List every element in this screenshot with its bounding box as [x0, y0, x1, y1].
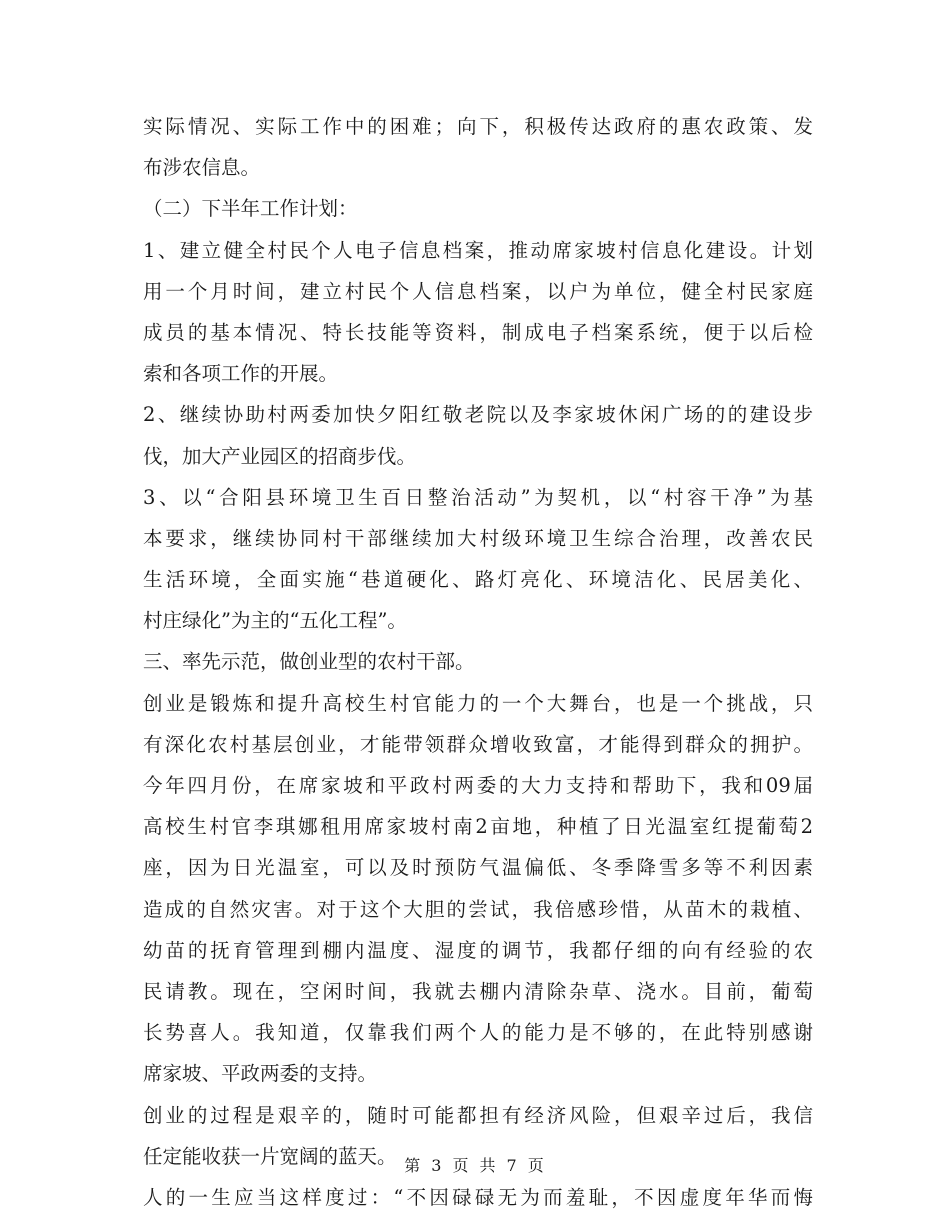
page-footer — [0, 1153, 950, 1176]
text-line: 本要求，继续协同村干部继续加大村级环境卫生综合治理，改善农民 — [143, 526, 813, 550]
text-line: 今年四月份，在席家坡和平政村两委的大力支持和帮助下，我和09届 — [143, 774, 813, 797]
text-line: 高校生村官李琪娜租用席家坡村南2亩地，种植了日光温室红提葡萄2 — [143, 815, 813, 839]
text-line: 幼苗的抚育管理到棚内温度、湿度的调节，我都仔细的向有经验的农 — [143, 938, 813, 962]
text-line: 生活环境，全面实施“巷道硬化、路灯亮化、环境洁化、民居美化、 — [143, 568, 813, 592]
text-line: 民请教。现在，空闲时间，我就去棚内清除杂草、浇水。目前，葡萄 — [143, 979, 813, 1003]
text-line: 三、率先示范，做创业型的农村干部。 — [143, 650, 475, 674]
text-line: 人的一生应当这样度过：“不因碌碌无为而羞耻，不因虚度年华而悔 — [143, 1185, 813, 1209]
text-line: 村庄绿化”为主的“五化工程”。 — [143, 609, 407, 633]
page-label-prefix: 第 — [404, 1156, 423, 1175]
text-line: 用一个月时间，建立村民个人信息档案，以户为单位，健全村民家庭 — [143, 279, 813, 303]
text-line: 伐，加大产业园区的招商步伐。 — [143, 444, 417, 468]
total-label: 共 — [479, 1156, 498, 1175]
text-line: 成员的基本情况、特长技能等资料，制成电子档案系统，便于以后检 — [143, 320, 813, 344]
text-line: 创业的过程是艰辛的，随时可能都担有经济风险，但艰辛过后，我信 — [143, 1103, 813, 1127]
total-unit: 页 — [527, 1156, 546, 1175]
text-line: 3、以“合阳县环境卫生百日整治活动”为契机，以“村容干净”为基 — [143, 485, 813, 509]
text-line: 索和各项工作的开展。 — [143, 362, 339, 386]
text-line: 布涉农信息。 — [143, 156, 261, 180]
text-line: （二）下半年工作计划： — [143, 197, 358, 221]
text-line: 任定能收获一片宽阔的蓝天。 — [143, 1144, 397, 1168]
total-pages-number: 7 — [506, 1156, 519, 1175]
document-body — [143, 106, 813, 1218]
text-line: 创业是锻炼和提升高校生村官能力的一个大舞台，也是一个挑战，只 — [143, 691, 813, 715]
text-line: 1、建立健全村民个人电子信息档案，推动席家坡村信息化建设。计划 — [143, 238, 813, 262]
current-page-number: 3 — [431, 1156, 444, 1175]
page-label-unit: 页 — [452, 1156, 471, 1175]
text-line: 席家坡、平政两委的支持。 — [143, 1062, 378, 1086]
text-line: 2、继续协助村两委加快夕阳红敬老院以及李家坡休闲广场的的建设步 — [143, 403, 813, 427]
text-line: 有深化农村基层创业，才能带领群众增收致富，才能得到群众的拥护。 — [143, 732, 813, 756]
text-line: 造成的自然灾害。对于这个大胆的尝试，我倍感珍惜，从苗木的栽植、 — [143, 897, 813, 921]
text-line: 座，因为日光温室，可以及时预防气温偏低、冬季降雪多等不利因素 — [143, 856, 813, 880]
text-line: 实际情况、实际工作中的困难；向下，积极传达政府的惠农政策、发 — [143, 115, 813, 138]
text-line: 长势喜人。我知道，仅靠我们两个人的能力是不够的，在此特别感谢 — [143, 1021, 813, 1045]
